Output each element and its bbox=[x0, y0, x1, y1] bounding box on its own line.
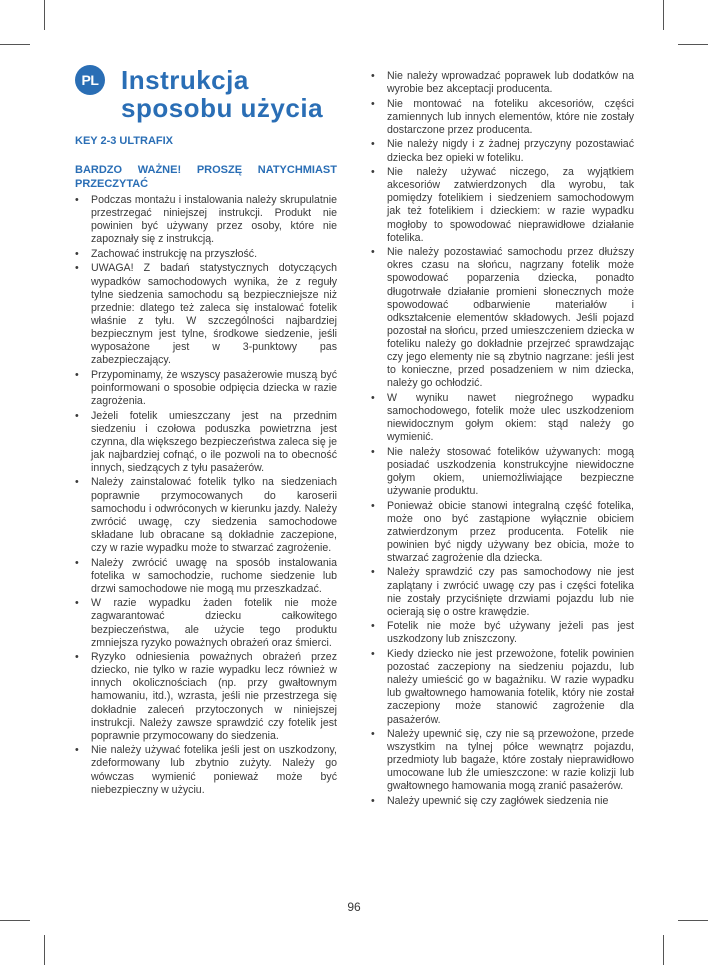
list-item: • Należy zainstalować fotelik tylko na siedzeniach poprawnie przymocowanych do karoserii samochodu i odwróconych w kierunku jazdy. Należy zwrócić uwagę, czy siedzenia samochodowe składane lub obracane są dokładnie zaczepione, czy w razie wypadku może to stwarzać zagrożenie. bbox=[75, 476, 337, 555]
list-item: • Nie należy wprowadzać poprawek lub dodatków na wyrobie bez akceptacji producenta. bbox=[371, 70, 634, 96]
right-bullet-list bbox=[371, 70, 634, 808]
left-bullet-list bbox=[75, 194, 337, 797]
list-item: • Należy upewnić się czy zagłówek siedzenia nie bbox=[371, 795, 634, 808]
list-item: • Nie należy stosować fotelików używanych: mogą posiadać uszkodzenia konstrukcyjne niewidoczne gołym okiem, uniemożliwiające bezpieczne używanie produktu. bbox=[371, 446, 634, 498]
warning-heading: BARDZO WAŻNE! PROSZĘ NATYCHMIAST PRZECZYTAĆ bbox=[75, 164, 337, 190]
page-number: 96 bbox=[347, 900, 361, 914]
page-title-line-1: Instrukcja bbox=[121, 65, 249, 95]
list-item: • Kiedy dziecko nie jest przewożone, fotelik powinien pozostać zaczepiony na siedzeniu pojazdu, lub należy umieścić go w bagażniku. W razie wypadku lub gwałtownego hamowania fotelik, który nie został zaczepiony może stanowić zagrożenie dla pasażerów. bbox=[371, 648, 634, 727]
page-title-line-2: sposobu użycia bbox=[121, 93, 324, 123]
list-item: • Jeżeli fotelik umieszczany jest na przednim siedzeniu i czołowa poduszka powietrzna jest czynna, dla większego bezpieczeństwa zaleca się je jak najbardziej cofnąć, o ile pozwoli na to obecność innych, siedzących z tyłu pasażerów. bbox=[75, 410, 337, 475]
list-item: • Fotelik nie może być używany jeżeli pas jest uszkodzony lub zniszczony. bbox=[371, 620, 634, 646]
list-item: • UWAGA! Z badań statystycznych dotyczących wypadków samochodowych wynika, że z reguły tylne siedzenia samochodu są bezpieczniejsze niż przednie: dlatego też zaleca się instalować fotelik właśnie z tyłu. W szczególności najbardziej bezpiecznym jest tylne, środkowe siedzenie, jeśli wyposażone jest w 3-punktowy pas zabezpieczający. bbox=[75, 262, 337, 367]
left-column bbox=[75, 194, 337, 798]
crop-mark-top-right-v bbox=[663, 0, 664, 30]
list-item: • Podczas montażu i instalowania należy skrupulatnie przestrzegać niniejszej instrukcji. Produkt nie powinien być używany przez osoby, które nie zapoznały się z instrukcją. bbox=[75, 194, 337, 246]
crop-mark-top-right-h bbox=[678, 44, 708, 45]
crop-mark-bottom-left-v bbox=[44, 935, 45, 965]
list-item: • Należy sprawdzić czy pas samochodowy nie jest zaplątany i zwrócić uwagę czy pas i części fotelika nie zostały przyciśnięte drzwiami pojazdu lub nie ocierają się o ostre krawędzie. bbox=[371, 566, 634, 618]
list-item: • Nie montować na foteliku akcesoriów, części zamiennych lub innych elementów, które nie zostały dostarczone przez producenta. bbox=[371, 98, 634, 137]
list-item: • Przypominamy, że wszyscy pasażerowie muszą być poinformowani o sposobie odpięcia dziecka w razie zagrożenia. bbox=[75, 369, 337, 408]
list-item: • Zachować instrukcję na przyszłość. bbox=[75, 248, 337, 261]
list-item: • Nie należy używać fotelika jeśli jest on uszkodzony, zdeformowany lub zbytnio zużyty. Należy go wówczas wymienić ponieważ może być niebezpieczny w użyciu. bbox=[75, 744, 337, 796]
crop-mark-top-left-v bbox=[44, 0, 45, 30]
crop-mark-bottom-left-h bbox=[0, 920, 30, 921]
crop-mark-bottom-right-h bbox=[678, 920, 708, 921]
list-item: • Ponieważ obicie stanowi integralną część fotelika, może ono być zastąpione wyłącznie obiciem zatwierdzonym przez producenta. Fotelik nie powinien być nigdy używany bez obicia, może to stwarzać zagrożenie dla dziecka. bbox=[371, 500, 634, 565]
list-item: • Nie należy nigdy i z żadnej przyczyny pozostawiać dziecka bez opieki w foteliku. bbox=[371, 138, 634, 164]
list-item: • Należy zwrócić uwagę na sposób instalowania fotelika w samochodzie, ruchome siedzenie lub drzwi samochodowe nie mogą mu przeszkadzać. bbox=[75, 557, 337, 596]
page-title bbox=[121, 66, 323, 122]
list-item: • Nie należy pozostawiać samochodu przez dłuższy okres czasu na słońcu, nagrzany fotelik może spowodować poparzenia dziecka, ponadto długotrwałe działanie promieni słonecznych może spowodować odbarwienie materiałów i odkształcenie elementów składowych. Jeśli pojazd pozostał na słońcu, przed umieszczeniem dziecka w foteliku należy go dokładnie przejrzeć sprawdzając czy jego elementy nie są zbytnio nagrzane: jeśli jest to konieczne, przed posadzeniem w nim dziecka, należy go ochłodzić. bbox=[371, 246, 634, 390]
list-item: • Należy upewnić się, czy nie są przewożone, przede wszystkim na tylnej półce wewnątrz pojazdu, przedmioty lub bagaże, które zostały nieprawidłowo umocowane lub źle umieszczone: w razie kolizji lub gwałtownego hamowania mogą zranić pasażerów. bbox=[371, 728, 634, 793]
list-item: • Ryzyko odniesienia poważnych obrażeń przez dziecko, nie tylko w razie wypadku lecz również w innych okolicznościach (np. przy gwałtownym hamowaniu, itd.), wzrasta, jeśli nie przestrzega się dokładnie zaleceń przytoczonych w niniejszej instrukcji. Należy zawsze sprawdzić czy fotelik jest poprawnie przymocowany do siedzenia. bbox=[75, 651, 337, 743]
list-item: • W razie wypadku żaden fotelik nie może zagwarantować dziecku całkowitego bezpieczeństwa, ale użycie tego produktu zmniejsza ryzyko poważnych obrażeń oraz śmierci. bbox=[75, 597, 337, 649]
right-column bbox=[371, 70, 634, 810]
product-model: KEY 2-3 ULTRAFIX bbox=[75, 135, 173, 147]
list-item: • W wyniku nawet niegroźnego wypadku samochodowego, fotelik może ulec uszkodzeniom niewidocznym gołym okiem: stąd należy go wymienić. bbox=[371, 392, 634, 444]
crop-mark-top-left-h bbox=[0, 44, 30, 45]
list-item: • Nie należy używać niczego, za wyjątkiem akcesoriów zatwierdzonych dla wyrobu, tak pomiędzy fotelikiem i siedzeniem samochodowym jak też fotelikiem i dzieckiem: w razie wypadku mogłoby to spowodować nieprawidłowe działanie fotelika. bbox=[371, 166, 634, 245]
crop-mark-bottom-right-v bbox=[663, 935, 664, 965]
language-badge: PL bbox=[75, 65, 105, 95]
